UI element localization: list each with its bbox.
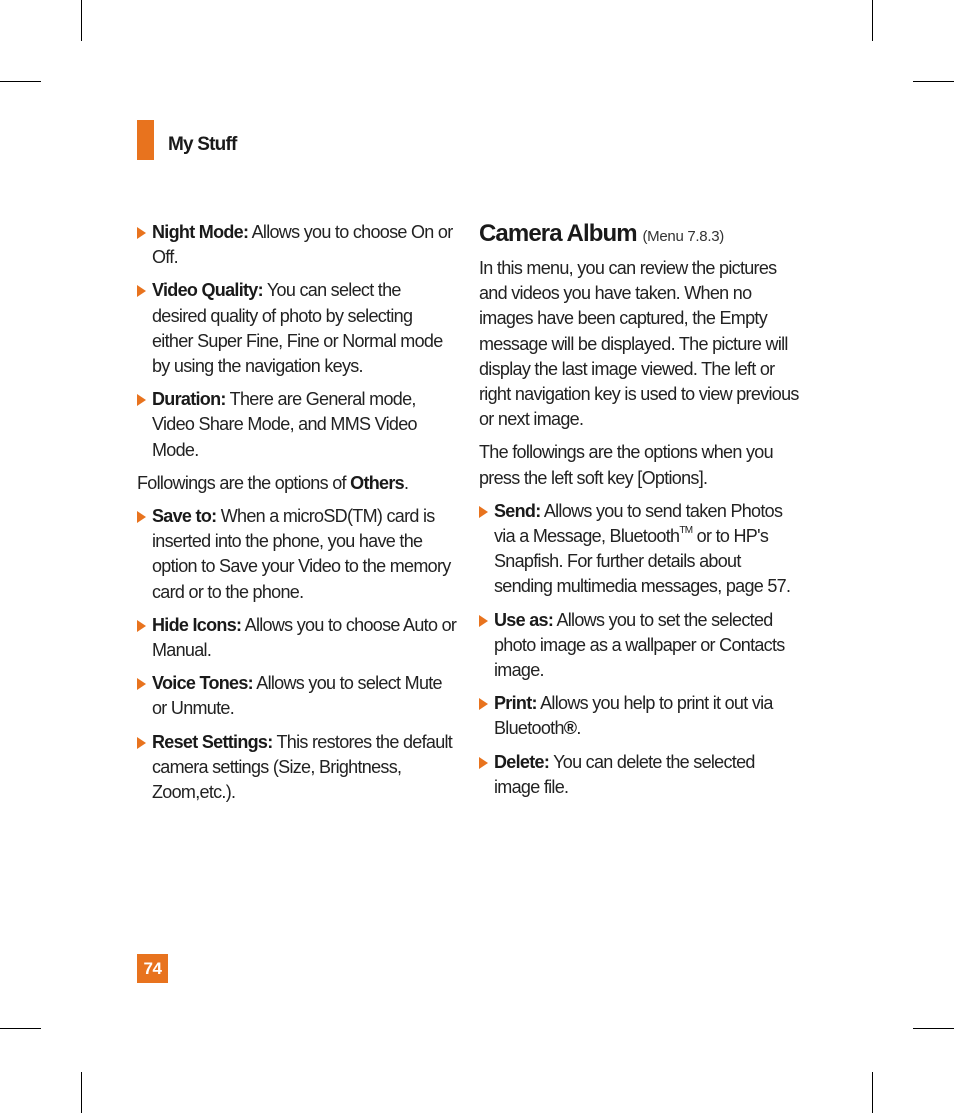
bullet-arrow-icon <box>137 737 146 749</box>
trademark-sup: TM <box>679 525 693 537</box>
bullet-text-continued: or to HP's Snapfish. For further details about sending multimedia messages, page 57. <box>494 526 791 597</box>
options-paragraph: The followings are the options when you press the left soft key [Options]. <box>479 442 773 488</box>
bullet-arrow-icon <box>137 511 146 523</box>
bullet-text: There are General mode, Video Share Mode, and MMS Video Mode. <box>152 389 417 460</box>
paragraph-text: Followings are the options of <box>137 472 351 493</box>
crop-mark-top-right-vertical <box>872 0 873 41</box>
bullet-label: Print: <box>494 693 537 714</box>
bullet-label: Save to: <box>152 506 217 527</box>
bullet-label: Voice Tones: <box>152 673 253 694</box>
right-column <box>479 219 799 808</box>
bullet-text: When a microSD(TM) card is inserted into the phone, you have the option to Save your Video to the memory card or to the phone. <box>152 506 451 602</box>
bullet-text: You can select the desired quality of photo by selecting either Super Fine, Fine or Normal mode by using the navigation keys. <box>152 280 443 377</box>
bullet-text-continued: . <box>576 718 581 739</box>
bullet-duration <box>137 387 457 463</box>
bullet-arrow-icon <box>479 698 488 710</box>
bullet-save-to <box>137 504 457 605</box>
bullet-label: Send: <box>494 500 541 521</box>
bullet-arrow-icon <box>137 620 146 632</box>
bullet-reset-settings <box>137 730 457 806</box>
paragraph-suffix: . <box>403 472 409 493</box>
bullet-video-quality <box>137 278 457 379</box>
bullet-arrow-icon <box>479 506 488 518</box>
bullet-arrow-icon <box>137 394 146 406</box>
paragraph-bold: Others <box>350 472 404 493</box>
crop-mark-top-left-vertical <box>81 0 82 41</box>
bullet-text: You can delete the selected image file. <box>494 751 755 797</box>
intro-paragraph: In this menu, you can review the pictures and videos you have taken. When no images have been captured, the Empty message will be displayed. The picture will display the last image viewed. The left or right navigation key is used to view previous or next image. <box>479 258 799 430</box>
bullet-delete <box>479 750 799 800</box>
bullet-arrow-icon <box>479 615 488 627</box>
page-number: 74 <box>137 954 168 983</box>
left-column <box>137 220 457 813</box>
crop-mark-bottom-right-vertical <box>872 1072 873 1113</box>
crop-mark-top-left-horizontal <box>0 81 41 82</box>
bullet-label: Delete: <box>494 751 550 772</box>
bullet-label: Duration: <box>152 389 226 410</box>
bullet-night-mode <box>137 220 457 270</box>
bullet-arrow-icon <box>137 678 146 690</box>
options-intro-paragraph <box>137 471 457 496</box>
bullet-text: This restores the default camera settings (Size, Brightness, Zoom,etc.). <box>152 731 453 803</box>
crop-mark-bottom-left-horizontal <box>0 1028 41 1029</box>
bullet-label: Video Quality: <box>152 280 263 301</box>
crop-mark-top-right-horizontal <box>913 81 954 82</box>
bullet-label: Night Mode: <box>152 222 249 242</box>
crop-mark-bottom-left-vertical <box>81 1072 82 1113</box>
bullet-text: Allows you to select Mute or Unmute. <box>152 673 442 719</box>
heading-title: Camera Album <box>479 220 637 247</box>
camera-album-heading <box>479 219 799 252</box>
bullet-text: Allows you to send taken Photos via a Message, Bluetooth <box>494 500 783 547</box>
bullet-label: Use as: <box>494 609 554 630</box>
bullet-use-as <box>479 608 799 684</box>
bullet-label: Hide Icons: <box>152 614 242 635</box>
bullet-text: Allows you to choose On or Off. <box>152 222 453 268</box>
crop-mark-bottom-right-horizontal <box>913 1028 954 1029</box>
bullet-label: Reset Settings: <box>152 731 273 752</box>
bullet-text: Allows you to choose Auto or Manual. <box>152 614 457 661</box>
heading-menu-ref: (Menu 7.8.3) <box>642 228 724 245</box>
bullet-send <box>479 499 799 600</box>
registered-mark: ® <box>563 718 577 739</box>
bullet-hide-icons <box>137 613 457 663</box>
bullet-arrow-icon <box>479 757 488 769</box>
bullet-voice-tones <box>137 671 457 721</box>
section-marker-bar <box>137 120 154 160</box>
bullet-print <box>479 691 799 741</box>
bullet-arrow-icon <box>137 285 146 297</box>
section-title: My Stuff <box>168 134 237 155</box>
bullet-arrow-icon <box>137 227 146 239</box>
bullet-text: Allows you to set the selected photo image as a wallpaper or Contacts image. <box>494 609 785 681</box>
bullet-text: Allows you help to print it out via Bluetooth <box>494 693 773 739</box>
